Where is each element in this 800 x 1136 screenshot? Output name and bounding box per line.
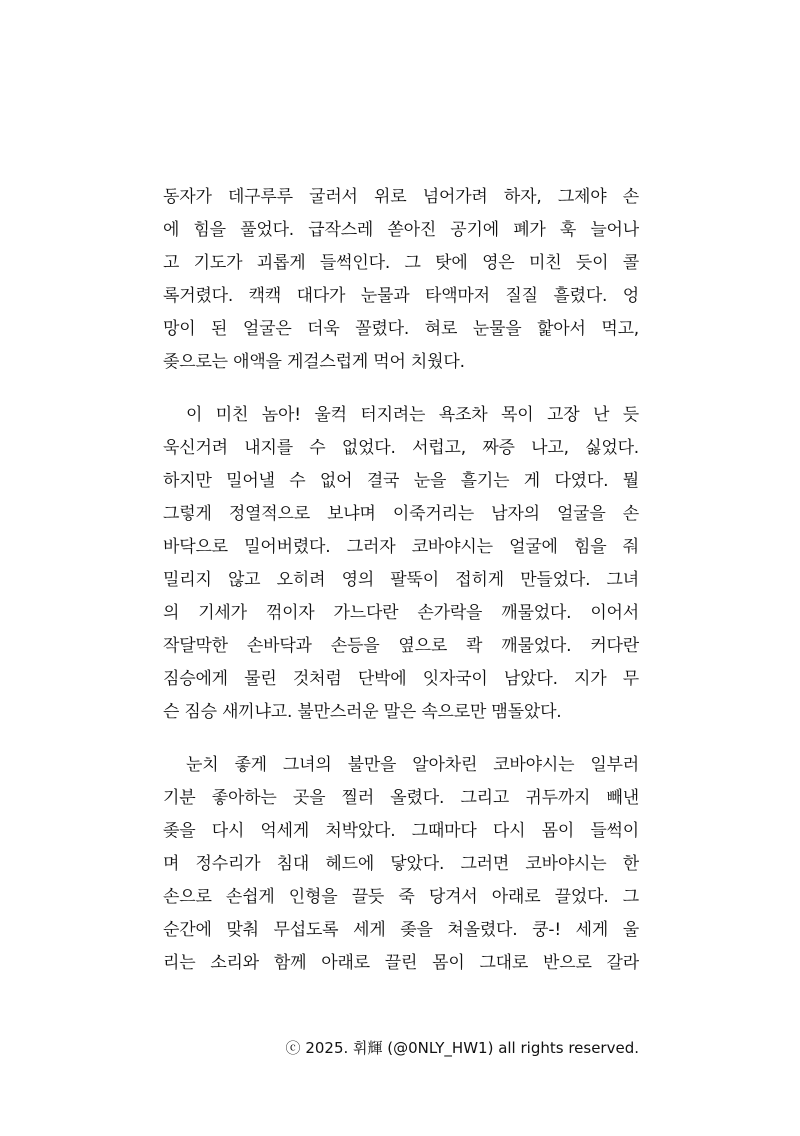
text-line: 기분 좋아하는 곳을 찔러 올렸다. 그리고 귀두까지 빼낸 (163, 788, 639, 808)
text-line: 순간에 맞춰 무섭도록 세게 좆을 쳐올렸다. 쿵-! 세게 울 (163, 920, 639, 940)
text-line: 록거렸다. 캑캑 대다가 눈물과 타액마저 질질 흘렸다. 엉 (163, 286, 639, 306)
paragraph-2 (163, 399, 639, 729)
text-line: 밀리지 않고 오히려 영의 팔뚝이 접히게 만들었다. 그녀 (163, 570, 639, 590)
copyright-notice: ⓒ 2025. 휘輝 (@0NLY_HW1) all rights reserved. (285, 1039, 639, 1057)
text-line: 동자가 데구루루 굴러서 위로 넘어가려 하자, 그제야 손 (163, 187, 639, 207)
text-line: 짐승에게 물린 것처럼 단박에 잇자국이 남았다. 지가 무 (163, 669, 639, 689)
text-line: 바닥으로 밀어버렸다. 그러자 코바야시는 얼굴에 힘을 줘 (163, 537, 639, 557)
text-line: 손으로 손쉽게 인형을 끌듯 죽 당겨서 아래로 끌었다. 그 (163, 887, 639, 907)
body-text (163, 181, 639, 1000)
text-line: 작달막한 손바닥과 손등을 옆으로 콱 깨물었다. 커다란 (163, 636, 639, 656)
text-line: 그렇게 정열적으로 보냐며 이죽거리는 남자의 얼굴을 손 (163, 504, 639, 524)
text-line: 에 힘을 풀었다. 급작스레 쏟아진 공기에 폐가 훅 늘어나 (163, 220, 639, 240)
text-line: 망이 된 얼굴은 더욱 꼴렸다. 혀로 눈물을 핥아서 먹고, (163, 319, 639, 339)
text-line: 고 기도가 괴롭게 들썩인다. 그 탓에 영은 미친 듯이 콜 (163, 253, 639, 273)
text-line: 슨 짐승 새끼냐고. 불만스러운 말은 속으로만 맴돌았다. (163, 702, 562, 722)
text-line: 며 정수리가 침대 헤드에 닿았다. 그러면 코바야시는 한 (163, 854, 639, 874)
text-line: 좆으로는 애액을 게걸스럽게 먹어 치웠다. (163, 352, 465, 372)
text-line: 의 기세가 꺾이자 가느다란 손가락을 깨물었다. 이어서 (163, 603, 639, 623)
text-line: 눈치 좋게 그녀의 불만을 알아차린 코바야시는 일부러 (186, 755, 639, 775)
text-line: 이 미친 놈아! 울컥 터지려는 욕조차 목이 고장 난 듯 (186, 405, 639, 425)
text-line: 좆을 다시 억세게 처박았다. 그때마다 다시 몸이 들썩이 (163, 821, 639, 841)
paragraph-1 (163, 181, 639, 379)
paragraph-3 (163, 749, 639, 980)
text-line: 리는 소리와 함께 아래로 끌린 몸이 그대로 반으로 갈라 (163, 953, 639, 973)
text-line: 욱신거려 내지를 수 없었다. 서럽고, 짜증 나고, 싫었다. (163, 438, 639, 458)
text-line: 하지만 밀어낼 수 없어 결국 눈을 흘기는 게 다였다. 뭘 (163, 471, 639, 491)
